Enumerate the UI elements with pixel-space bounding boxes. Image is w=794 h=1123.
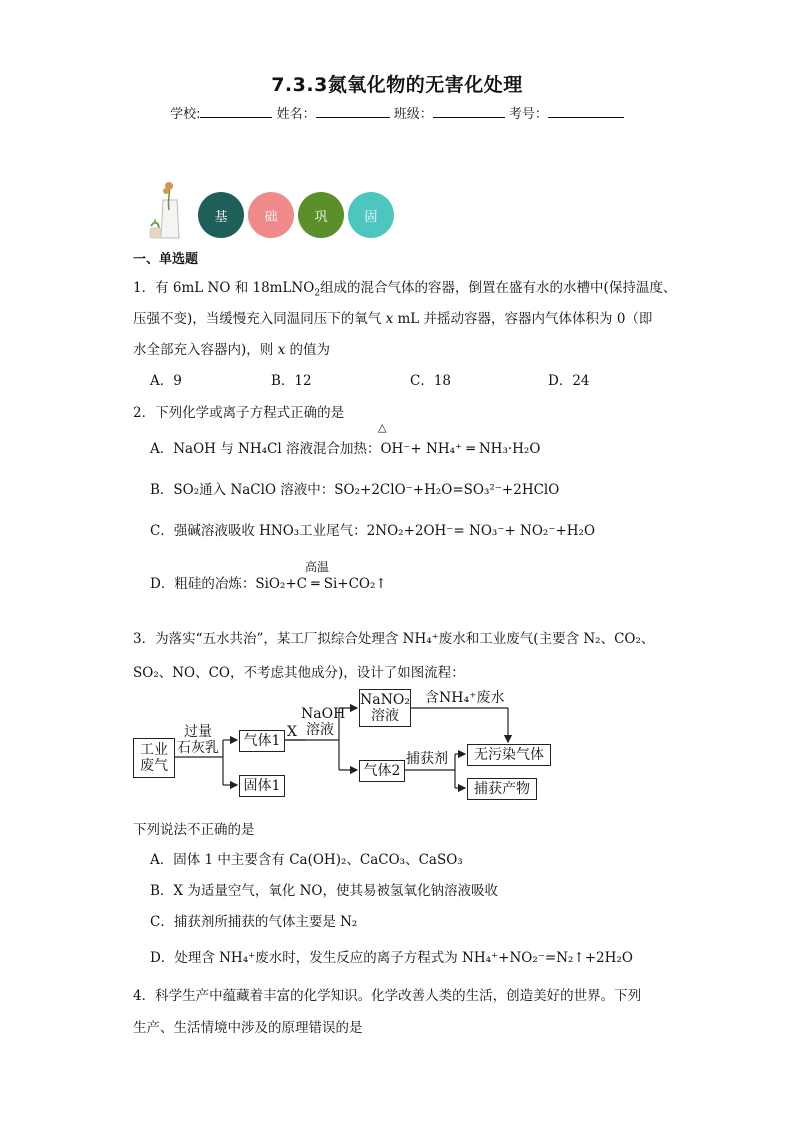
label-capture-agent: 捕获剂 [406,751,448,767]
label-nh4-wastewater: 含NH₄⁺废水 [425,690,505,706]
class-field[interactable] [433,104,505,118]
q4-line1: 4．科学生产中蕴藏着丰富的化学知识。化学改善人类的生活，创造美好的世界。下列 [133,988,642,1004]
q2-a-condition: △ [378,421,387,434]
q2-option-b[interactable]: B．SO₂通入 NaClO 溶液中：SO₂+2ClO⁻+H₂O=SO₃²⁻+2HClO [150,482,560,498]
page-title: 7.3.3氮氧化物的无害化处理 [271,74,523,96]
label-lime-milk: 过量 石灰乳 [177,724,219,756]
box-gas2: 气体2 [359,760,405,782]
badge-ji: 基 [198,192,244,238]
class-label: 班级： [393,107,433,122]
box-gas1: 气体1 [239,730,285,752]
q2-option-a[interactable]: A．NaOH 与 NH₄Cl 溶液混合加热：OH⁻+ NH₄⁺ ═ NH₃·H₂O [150,441,541,457]
q1-option-d[interactable]: D．24 [548,373,590,389]
q3-line1: 3．为落实“五水共治”，某工厂拟综合处理含 NH₄⁺废水和工业废气(主要含 N₂、CO₂、 [133,631,655,647]
q3-option-d[interactable]: D．处理含 NH₄⁺废水时，发生反应的离子方程式为 NH₄⁺+NO₂⁻=N₂↑+2H₂O [150,950,633,966]
q2-option-d[interactable]: D．粗硅的冶炼：SiO₂+C ═ Si+CO₂↑ [150,576,387,592]
q2-d-condition: 高温 [305,560,330,574]
q1-line1: 1．有 6mL NO 和 18mLNO$_2$组成的混合气体的容器，倒置在盛有水的水槽中(保持温度、 [133,280,677,299]
name-label: 姓名： [276,107,316,122]
q3-option-a[interactable]: A．固体 1 中主要含有 Ca(OH)₂、CaCO₃、CaSO₃ [150,852,463,868]
box-industrial-gas: 工业 废气 [133,738,175,778]
q1-option-c[interactable]: C．18 [410,373,452,389]
q2-option-c[interactable]: C．强碱溶液吸收 HNO₃工业尾气：2NO₂+2OH⁻= NO₃⁻+ NO₂⁻+H₂O [150,523,596,539]
student-info-line [0,103,794,122]
section-heading: 一、单选题 [133,252,199,267]
process-flowchart [133,688,553,808]
box-captured-product: 捕获产物 [467,778,537,800]
q2-stem: 2．下列化学或离子方程式正确的是 [133,405,345,421]
badge-gong: 巩 [298,192,344,238]
box-clean-gas: 无污染气体 [467,744,551,766]
q1-option-a[interactable]: A．9 [150,373,182,389]
number-field[interactable] [548,104,624,118]
number-label: 考号： [508,107,548,122]
q3-line2: SO₂、NO、CO，不考虑其他成分)，设计了如图流程： [133,665,465,681]
box-nano2-solution: NaNO₂ 溶液 [359,689,411,727]
badge-chu: 础 [248,192,294,238]
school-label: 学校: [170,107,201,122]
q3-option-b[interactable]: B．X 为适量空气，氧化 NO，使其易被氢氧化钠溶液吸收 [150,883,498,899]
box-solid1: 固体1 [239,775,285,797]
q3-option-c[interactable]: C．捕获剂所捕获的气体主要是 N₂ [150,914,358,930]
q4-line2: 生产、生活情境中涉及的原理错误的是 [133,1020,363,1036]
school-field[interactable] [200,104,272,118]
q1-line2: 压强不变)，当缓慢充入同温同压下的氧气 x mL 并摇动容器，容器内气体体积为 0（即 [133,311,653,327]
label-naoh: NaOH 溶液 [301,706,346,738]
q1-option-b[interactable]: B．12 [271,373,312,389]
name-field[interactable] [316,104,390,118]
q1-line3: 水全部充入容器内)，则 x 的值为 [133,342,330,358]
label-x: X [287,724,297,740]
plant-vase-icon [145,180,191,240]
badge-gu: 固 [348,192,394,238]
q3-ask: 下列说法不正确的是 [133,822,255,838]
